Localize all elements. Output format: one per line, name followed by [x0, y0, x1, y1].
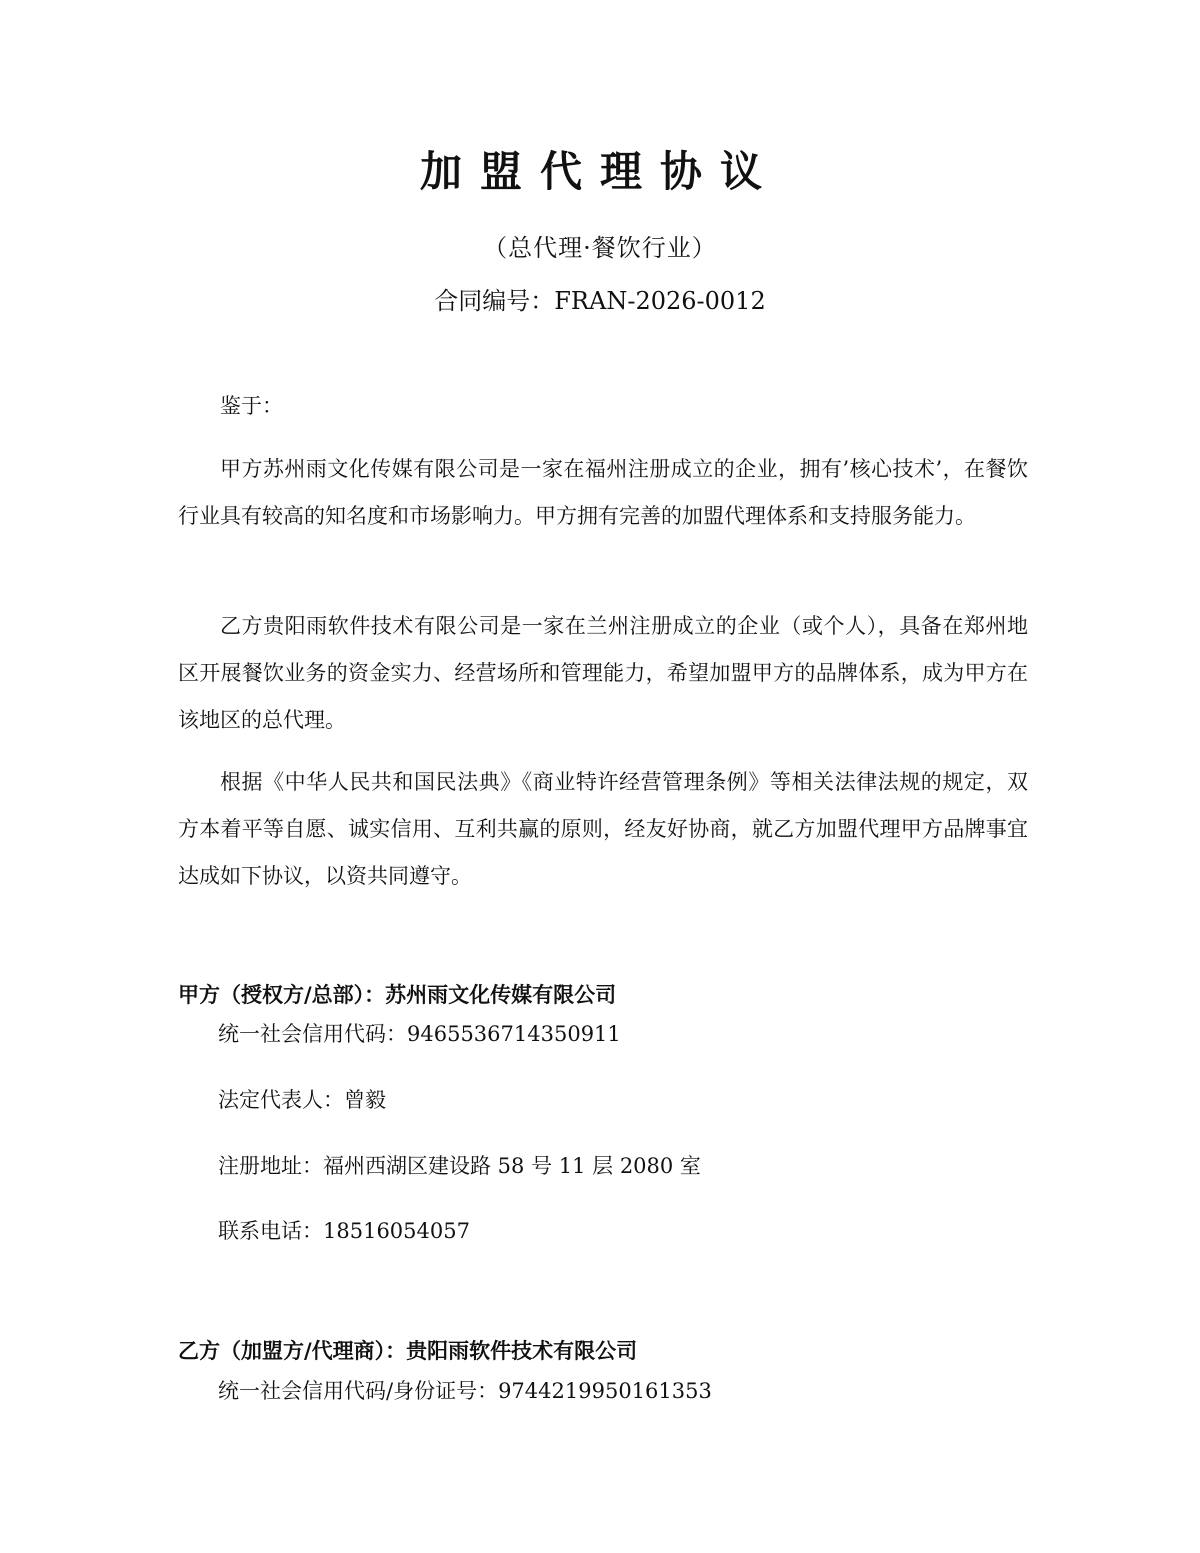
paragraph-legal-basis: 根据《中华人民共和国民法典》《商业特许经营管理条例》等相关法律法规的规定，双方本着平等自愿、诚实信用、互利共赢的原则，经友好协商，就乙方加盟代理甲方品牌事宜达成如下协议，以资共同遵守。 [178, 770, 1028, 888]
document-title: 加盟代理协议 [419, 147, 780, 196]
party-b-credit-code: 统一社会信用代码/身份证号：9744219950161353 [218, 1379, 712, 1403]
party-a-legal-rep: 法定代表人：曾毅 [218, 1088, 386, 1112]
party-a-heading: 甲方（授权方/总部）：苏州雨文化传媒有限公司 [178, 983, 617, 1007]
party-b-heading: 乙方（加盟方/代理商）：贵阳雨软件技术有限公司 [178, 1339, 638, 1363]
paragraph-party-b-intro: 乙方贵阳雨软件技术有限公司是一家在兰州注册成立的企业（或个人），具备在郑州地区开展餐饮业务的资金实力、经营场所和管理能力，希望加盟甲方的品牌体系，成为甲方在该地区的总代理。 [178, 614, 1028, 732]
party-a-phone: 联系电话：18516054057 [218, 1219, 470, 1243]
party-a-credit-code: 统一社会信用代码：9465536714350911 [218, 1022, 621, 1046]
party-a-address: 注册地址：福州西湖区建设路 58 号 11 层 2080 室 [218, 1154, 701, 1178]
paragraph-party-a-intro: 甲方苏州雨文化传媒有限公司是一家在福州注册成立的企业，拥有’核心技术’，在餐饮行业具有较高的知名度和市场影响力。甲方拥有完善的加盟代理体系和支持服务能力。 [178, 457, 1028, 528]
document-subtitle: （总代理·餐饮行业） [483, 234, 717, 262]
whereas-label: 鉴于： [220, 394, 283, 418]
contract-number: 合同编号：FRAN-2026-0012 [434, 287, 766, 315]
